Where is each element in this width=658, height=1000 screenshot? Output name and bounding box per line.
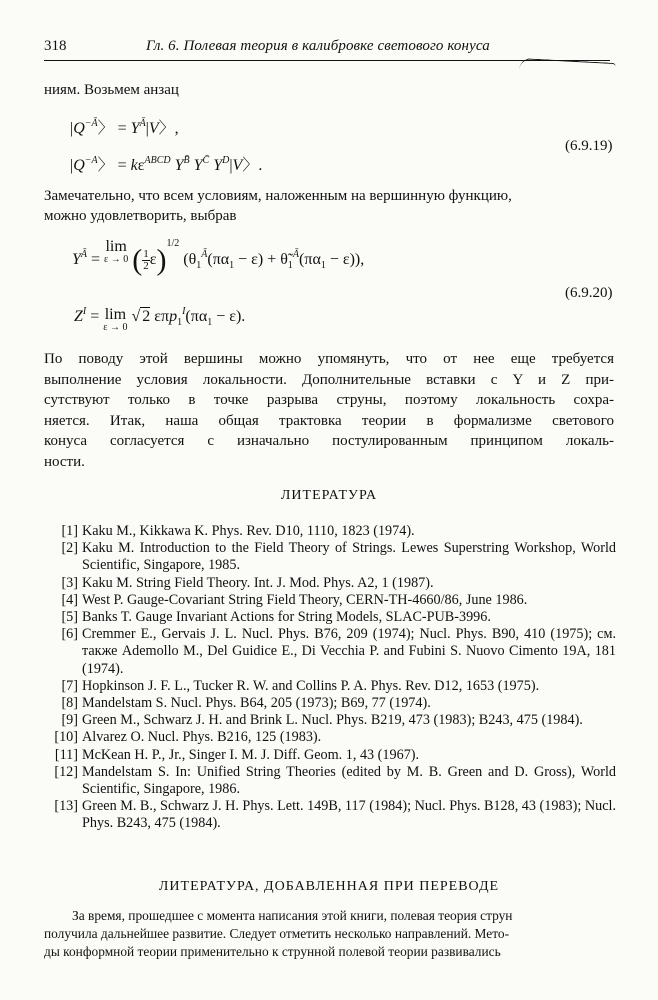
reference-item: [2] Kaku M. Introduction to the Field Theory of Strings. Lewes Superstring Workshop, World Scientific, Singapore, 1985. (61, 540, 616, 574)
reference-text: West P. Gauge-Covariant String Field Theory, CERN-TH-4660/86, June 1986. (82, 591, 528, 608)
reference-item: [9] Green M., Schwarz J. H. and Brink L. Nucl. Phys. B219, 473 (1983); B243, 475 (1984). (44, 712, 616, 729)
reference-item: [13] Green M. B., Schwarz J. H. Phys. Lett. 149B, 117 (1984); Nucl. Phys. B128, 43 (1983); Nucl. Phys. B243, 475 (1984). (54, 798, 616, 832)
added-references-line: получила дальнейшее развитие. Следует отметить несколько направлений. Мето- (44, 926, 510, 941)
paragraph-3-line: ности. (44, 453, 85, 470)
reference-item: [5] Banks T. Gauge Invariant Actions for String Models, SLAC-PUB-3996. (44, 609, 616, 626)
reference-text: Kaku M. String Field Theory. Int. J. Mod. Phys. A2, 1 (1987). (82, 574, 434, 591)
paragraph-3 (44, 349, 614, 473)
paragraph-3-line: выполнение условия локальности. Дополнительные вставки с Y и Z при- (44, 371, 614, 388)
reference-item: [10] Alvarez O. Nucl. Phys. B216, 125 (1983). (44, 729, 616, 746)
equation-number-6-9-20: (6.9.20) (565, 285, 613, 301)
reference-text: Alvarez O. Nucl. Phys. B216, 125 (1983). (82, 729, 322, 746)
reference-item: [7] Hopkinson J. F. L., Tucker R. W. and Collins P. A. Phys. Rev. D12, 1653 (1975). (44, 678, 616, 695)
reference-text: Kaku M. Introduction to the Field Theory of Strings. Lewes Superstring Workshop, World Scientific, Singapore, 1985. (82, 540, 616, 574)
equation-6-9-19a: $|Q^{-Ā}$〉 = $Y^Ā|V$〉, (70, 118, 179, 137)
added-references-line: ды конформной теории применительно к струнной полевой теории развивались (44, 944, 501, 959)
added-references-line: За время, прошедшее с момента написания этой книги, полевая теория струн (72, 908, 513, 923)
paragraph-3-line: няется. Итак, наша общая трактовка теории в формализме светового (44, 412, 614, 429)
reference-text: Cremmer E., Gervais J. L. Nucl. Phys. B76, 209 (1974); Nucl. Phys. B90, 410 (1975); см. также Ademollo M., Del Guidice E., Di Vecchia P. and Fubini S. Nuovo Cimento 19A, 181 (1974). (82, 626, 616, 677)
intro-paragraph (44, 80, 614, 100)
reference-text: Green M., Schwarz J. H. and Brink L. Nucl. Phys. B219, 473 (1983); B243, 475 (1984). (82, 712, 583, 729)
page-number: 318 (44, 38, 67, 54)
reference-list (44, 523, 616, 833)
reference-item: [8] Mandelstam S. Nucl. Phys. B64, 205 (1973); B69, 77 (1974). (44, 695, 616, 712)
reference-text: Kaku M., Kikkawa K. Phys. Rev. D10, 1110, 1823 (1974). (82, 523, 415, 539)
paragraph-2-line-2: можно удовлетворить, выбрав (44, 208, 237, 224)
added-references-paragraph (44, 907, 619, 961)
equation-6-9-20a: $Y^Ā = \lim$ ε → 0 ( $\frac{1}{2}\varepsilon)^{1/2}$ ($\theta_1^Ā(\pi\alpha_1 - \varepsilon)$ + $\thetã_1^Ā(\pi\alpha_1 - \varepsilon)$), (72, 238, 365, 277)
equation-number-6-9-19: (6.9.19) (565, 138, 613, 154)
reference-item: [11] McKean H. P., Jr., Singer I. M. J. Diff. Geom. 1, 43 (1967). (44, 747, 616, 764)
reference-text: McKean H. P., Jr., Singer I. M. J. Diff. Geom. 1, 43 (1967). (82, 746, 420, 763)
reference-item: [1] Kaku M., Kikkawa K. Phys. Rev. D10, 1110, 1823 (1974). (44, 523, 616, 540)
paragraph-3-line: сутствуют только в точке разрыва струны, поэтому локальность сохра- (44, 392, 614, 409)
paragraph-2 (44, 186, 614, 226)
reference-item: [3] Kaku M. String Field Theory. Int. J. Mod. Phys. A2, 1 (1987). (44, 575, 616, 592)
reference-item: [4] West P. Gauge-Covariant String Field Theory, CERN-TH-4660/86, June 1986. (44, 592, 616, 609)
running-title: Гл. 6. Полевая теория в калибровке светового конуса (146, 38, 490, 54)
reference-text: Banks T. Gauge Invariant Actions for String Models, SLAC-PUB-3996. (82, 609, 491, 626)
reference-text: Mandelstam S. In: Unified String Theories (edited by M. B. Green and D. Gross), World Scientific, Singapore, 1986. (82, 763, 616, 798)
paragraph-3-line: конуса согласуется с изначально постулированным принципом локаль- (44, 433, 614, 450)
intro-line: ниям. Возьмем анзац (44, 82, 179, 98)
equation-6-9-19b: $|Q^{-A}$〉 = $k\varepsilon^{ABCD}$ $Y^{B̄}$ $Y^{C̄}$ $Y^D|V$〉. (70, 155, 263, 174)
paragraph-3-line: По поводу этой вершины можно упомянуть, что от нее еще требуется (44, 351, 614, 367)
added-references-heading: ЛИТЕРАТУРА, ДОБАВЛЕННАЯ ПРИ ПЕРЕВОДЕ (158, 879, 500, 894)
reference-text: Hopkinson J. F. L., Tucker R. W. and Collins P. A. Phys. Rev. D12, 1653 (1975). (82, 677, 540, 694)
reference-item: [12] Mandelstam S. In: Unified String Theories (edited by M. B. Green and D. Gross), World Scientific, Singapore, 1986. (54, 763, 616, 798)
references-heading: ЛИТЕРАТУРА (280, 488, 378, 503)
reference-item: [6] Cremmer E., Gervais J. L. Nucl. Phys. B76, 209 (1974); Nucl. Phys. B90, 410 (1975); см. также Ademollo M., Del Guidice E., Di Vecchia P. and Fubini S. Nuovo Cimento 19A, 181 (1974). (61, 626, 616, 677)
reference-text: Mandelstam S. Nucl. Phys. B64, 205 (1973); B69, 77 (1974). (82, 695, 431, 712)
paragraph-2-line-1: Замечательно, что всем условиям, наложенным на вершинную функцию, (44, 188, 512, 204)
equation-6-9-20b: $Z^I = \lim$ ε → 0 √ 2 $\varepsilon\pi p_1^I(\pi\alpha_1 - \varepsilon)$. (74, 306, 246, 333)
reference-text: Green M. B., Schwarz J. H. Phys. Lett. 149B, 117 (1984); Nucl. Phys. B128, 43 (1983); Nucl. Phys. B243, 475 (1984). (82, 798, 616, 832)
